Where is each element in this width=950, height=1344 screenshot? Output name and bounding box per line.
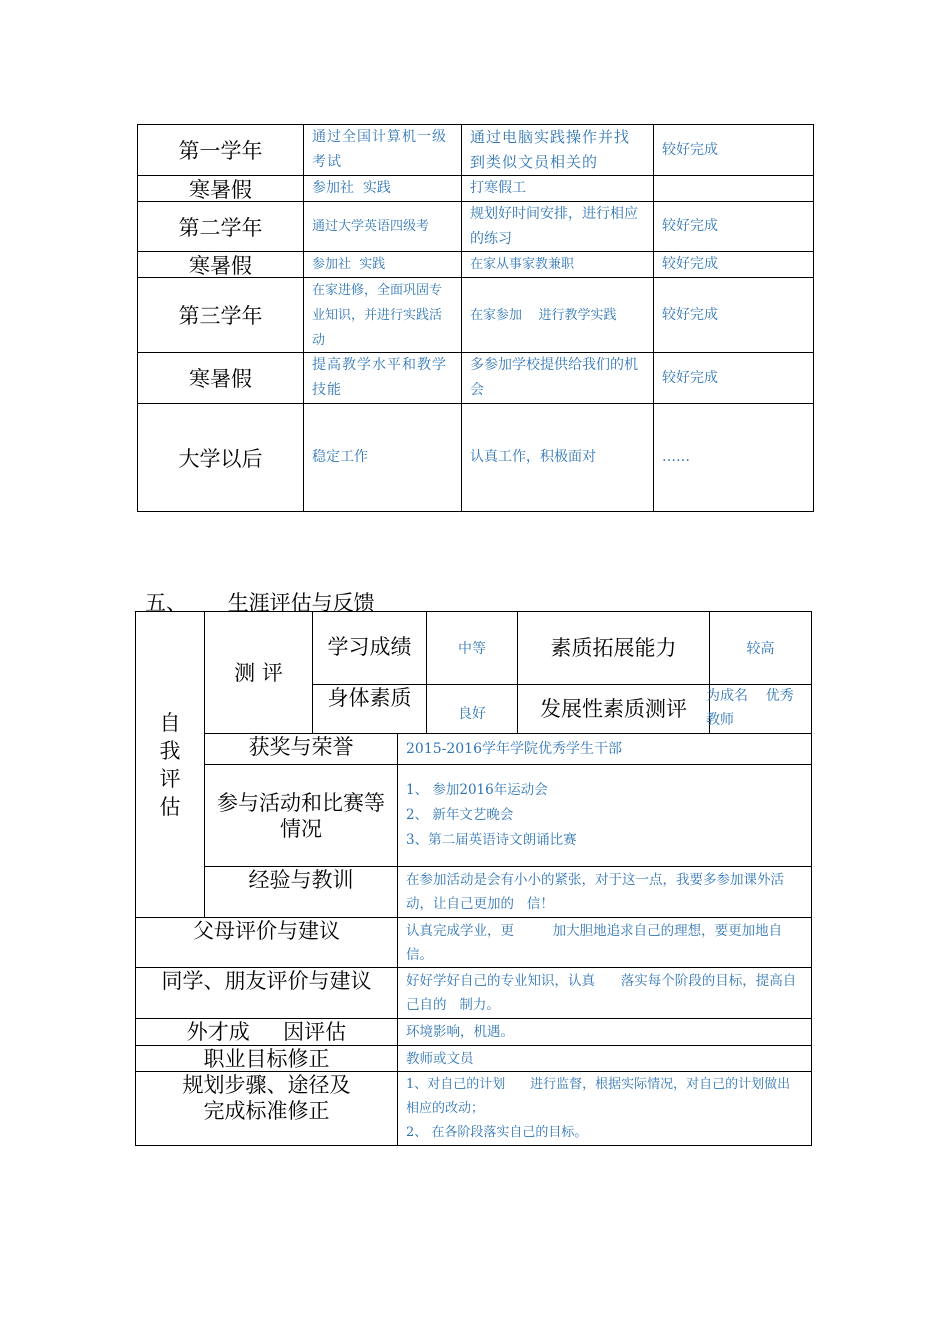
activities-list [397, 764, 812, 867]
period-cell: 寒暑假 [137, 175, 304, 202]
action-cell: 打寒假工 [461, 175, 654, 202]
period-cell: 第二学年 [137, 201, 304, 252]
awards-label: 获奖与荣誉 [204, 733, 398, 765]
result-cell: 较好完成 [653, 277, 814, 353]
action-cell: 规划好时间安排，进行相应的练习 [461, 201, 654, 252]
list-item: 1、对自己的计划 进行监督，根据实际情况，对自己的计划做出相应的改动； [406, 1076, 791, 1116]
dev-label: 发展性素质测评 [517, 684, 710, 734]
period-cell: 大学以后 [137, 403, 304, 512]
list-item: 2、 新年文艺晚会 [406, 807, 514, 823]
steps-label: 规划步骤、途径及完成标准修正 [135, 1071, 398, 1146]
quality-label: 素质拓展能力 [517, 611, 710, 685]
study-value: 中等 [426, 611, 518, 685]
body-value: 良好 [426, 684, 518, 734]
action-cell: 在家参加 进行教学实践 [461, 277, 654, 353]
result-cell: 较好完成 [653, 201, 814, 252]
lessons-value: 在参加活动是会有小小的紧张，对于这一点，我要多参加课外活动，让自己更加的 信！ [397, 866, 812, 918]
result-cell: 较好完成 [653, 124, 814, 176]
result-cell: 较好完成 [653, 352, 814, 404]
list-item: 3、第二届英语诗文朗诵比赛 [406, 832, 577, 848]
list-item: 1、 参加2016年运动会 [406, 782, 548, 798]
activities-label: 参与活动和比赛等情况 [204, 764, 398, 867]
factors-label: 外才成 因评估 [135, 1018, 398, 1046]
career-label: 职业目标修正 [135, 1045, 398, 1072]
friends-label: 同学、朋友评价与建议 [135, 967, 398, 1019]
result-cell [653, 175, 814, 202]
career-value: 教师或文员 [397, 1045, 812, 1072]
goal-cell: 在家进修，全面巩固专业知识，并进行实践活动 [303, 277, 462, 353]
self-eval-label: 自我评估 [135, 611, 205, 918]
body-label: 身体素质 [312, 684, 427, 734]
action-cell: 多参加学校提供给我们的机会 [461, 352, 654, 404]
quality-value: 较高 [709, 611, 812, 685]
parents-value: 认真完成学业，更 加大胆地追求自己的理想，要更加地自信。 [397, 917, 812, 968]
awards-value: 2015-2016学年学院优秀学生干部 [397, 733, 812, 765]
friends-value: 好好学好自己的专业知识，认真 落实每个阶段的目标，提高自己自的 制力。 [397, 967, 812, 1019]
result-cell: 较好完成 [653, 251, 814, 278]
period-cell: 寒暑假 [137, 352, 304, 404]
study-label: 学习成绩 [312, 611, 427, 685]
goal-cell: 提高教学水平和教学技能 [303, 352, 462, 404]
factors-value: 环境影响，机遇。 [397, 1018, 812, 1046]
list-item: 2、 在各阶段落实自己的目标。 [406, 1124, 588, 1140]
dev-value: 为成名 优秀教师 [709, 684, 812, 734]
lessons-label: 经验与教训 [204, 866, 398, 918]
goal-cell: 稳定工作 [303, 403, 462, 512]
parents-label: 父母评价与建议 [135, 917, 398, 968]
period-cell: 第三学年 [137, 277, 304, 353]
action-cell: 在家从事家教兼职 [461, 251, 654, 278]
goal-cell: 参加社 实践 [303, 251, 462, 278]
action-cell: 通过电脑实践操作并找到类似文员相关的 [461, 124, 654, 176]
assessment-label: 测 评 [204, 611, 313, 734]
period-cell: 第一学年 [137, 124, 304, 176]
goal-cell: 通过大学英语四级考 [303, 201, 462, 252]
result-cell: …… [653, 403, 814, 512]
goal-cell: 参加社 实践 [303, 175, 462, 202]
section-number: 五、 [145, 591, 187, 615]
period-cell: 寒暑假 [137, 251, 304, 278]
steps-list [397, 1071, 812, 1146]
action-cell: 认真工作，积极面对 [461, 403, 654, 512]
section-title: 生涯评估与反馈 [227, 591, 375, 615]
goal-cell: 通过全国计算机一级考试 [303, 124, 462, 176]
